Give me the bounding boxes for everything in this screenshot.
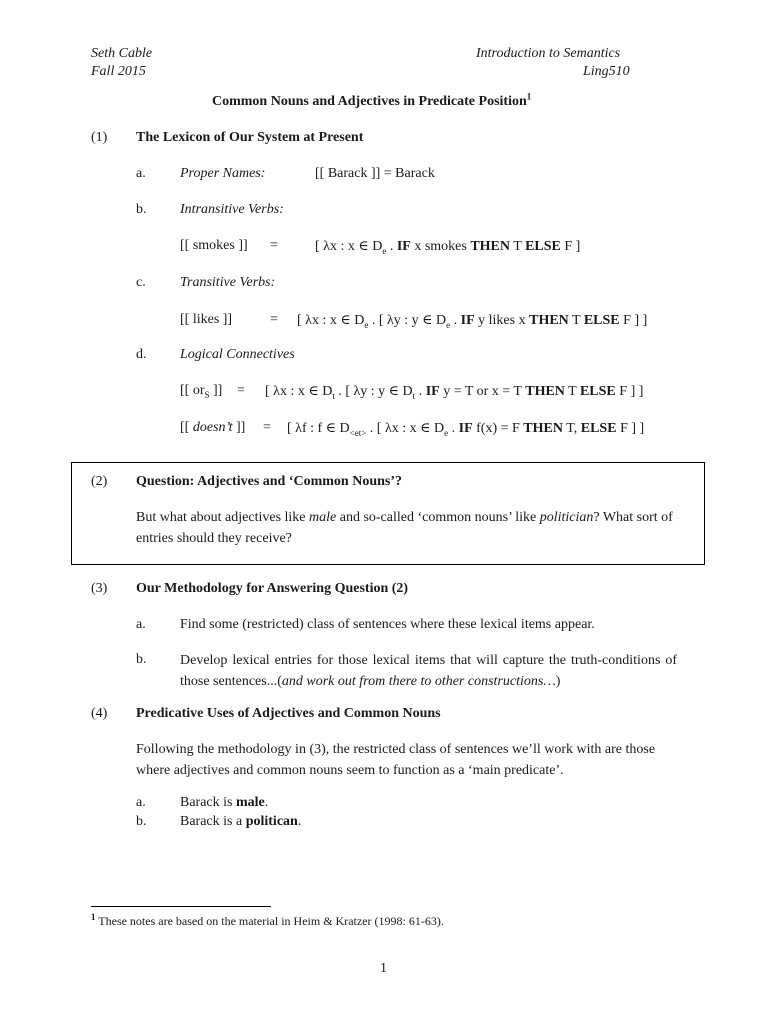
section-4-number: (4) — [91, 706, 108, 721]
item-1d-doesnt-lhs: [[ doesn’t ]] — [180, 420, 246, 435]
item-1b-formula: [ λx : x ∈ $D_e$ . IF x smokes THEN T ELSE F ] — [315, 239, 581, 256]
footnote-text: These notes are based on the material in Heim & Kratzer (1998: 61-63). — [95, 914, 444, 928]
item-1d-doesnt-formula: [ λf : f ∈ $D_{<et>}$ . [ λx : x ∈ $D_e$ . IF f(x) = F THEN T, ELSE F ] ] — [287, 421, 645, 438]
header-term: Fall 2015 — [91, 64, 146, 79]
item-4b-letter: b. — [136, 814, 147, 829]
item-1c-lhs: [[ likes ]] — [180, 312, 233, 327]
item-3a-letter: a. — [136, 617, 146, 632]
section-3-number: (3) — [91, 581, 108, 596]
footnote — [91, 914, 444, 929]
section-4-heading: Predicative Uses of Adjectives and Common Nouns — [136, 706, 441, 721]
item-4b-text: Barack is a politican. — [180, 814, 302, 829]
header-course: Introduction to Semantics — [476, 46, 621, 61]
item-1c-label: Transitive Verbs: — [180, 275, 276, 290]
item-3b-letter: b. — [136, 652, 147, 667]
section-3-heading: Our Methodology for Answering Question (2) — [136, 581, 409, 596]
item-1b-label: Intransitive Verbs: — [180, 202, 284, 217]
header-course-code: Ling510 — [583, 64, 630, 79]
page-title — [212, 91, 532, 110]
section-2-number: (2) — [91, 474, 108, 489]
item-1d-label: Logical Connectives — [180, 347, 295, 362]
item-1d-doesnt-eq: = — [263, 420, 271, 435]
item-1b-letter: b. — [136, 202, 147, 217]
item-1c-formula: [ λx : x ∈ $D_e$ . [ λy : y ∈ $D_e$ . IF y likes x THEN T ELSE F ] ] — [297, 313, 648, 330]
section-1-heading: The Lexicon of Our System at Present — [136, 130, 364, 145]
item-1b-eq: = — [270, 238, 278, 253]
footnote-rule — [91, 906, 271, 907]
title-footnote-mark: 1 — [526, 91, 532, 102]
header-author: Seth Cable — [91, 46, 153, 61]
item-4a-text: Barack is male. — [180, 795, 269, 810]
item-4a-letter: a. — [136, 795, 146, 810]
item-1d-letter: d. — [136, 347, 147, 362]
item-1a-label: Proper Names: — [180, 166, 266, 181]
page-number: 1 — [380, 961, 387, 976]
item-1c-letter: c. — [136, 275, 146, 290]
item-1a-entry: [[ Barack ]] = Barack — [315, 166, 435, 181]
item-1b-lhs: [[ smokes ]] — [180, 238, 248, 253]
item-3a-text: Find some (restricted) class of sentences where these lexical items appear. — [180, 617, 595, 632]
page-title-text: Common Nouns and Adjectives in Predicate Position — [212, 94, 527, 109]
section-1-number: (1) — [91, 130, 108, 145]
item-1a-letter: a. — [136, 166, 146, 181]
section-2-heading: Question: Adjectives and ‘Common Nouns’? — [136, 474, 403, 489]
footnote-mark: 1 — [91, 912, 96, 922]
item-3b-text: Develop lexical entries for those lexical items that will capture the truth-conditions of those sentences...(and work out from there to other constructions…) — [180, 653, 677, 689]
item-1c-eq: = — [270, 312, 278, 327]
item-1d-or-formula: [ λx : x ∈ $D_t$ . [ λy : y ∈ $D_t$ . IF y = T or x = T THEN T ELSE F ] ] — [265, 384, 644, 401]
section-2-paragraph: But what about adjectives like male and so-called ‘common nouns’ like politician? What sort of entries should they receive? — [136, 510, 673, 546]
item-1d-or-eq: = — [237, 383, 245, 398]
item-1d-or-lhs: [[ $or_S$ ]] — [180, 383, 223, 400]
section-4-paragraph: Following the methodology in (3), the restricted class of sentences we’ll work with are those where adjectives and common nouns seem to function as a ‘main predicate’. — [136, 742, 656, 778]
